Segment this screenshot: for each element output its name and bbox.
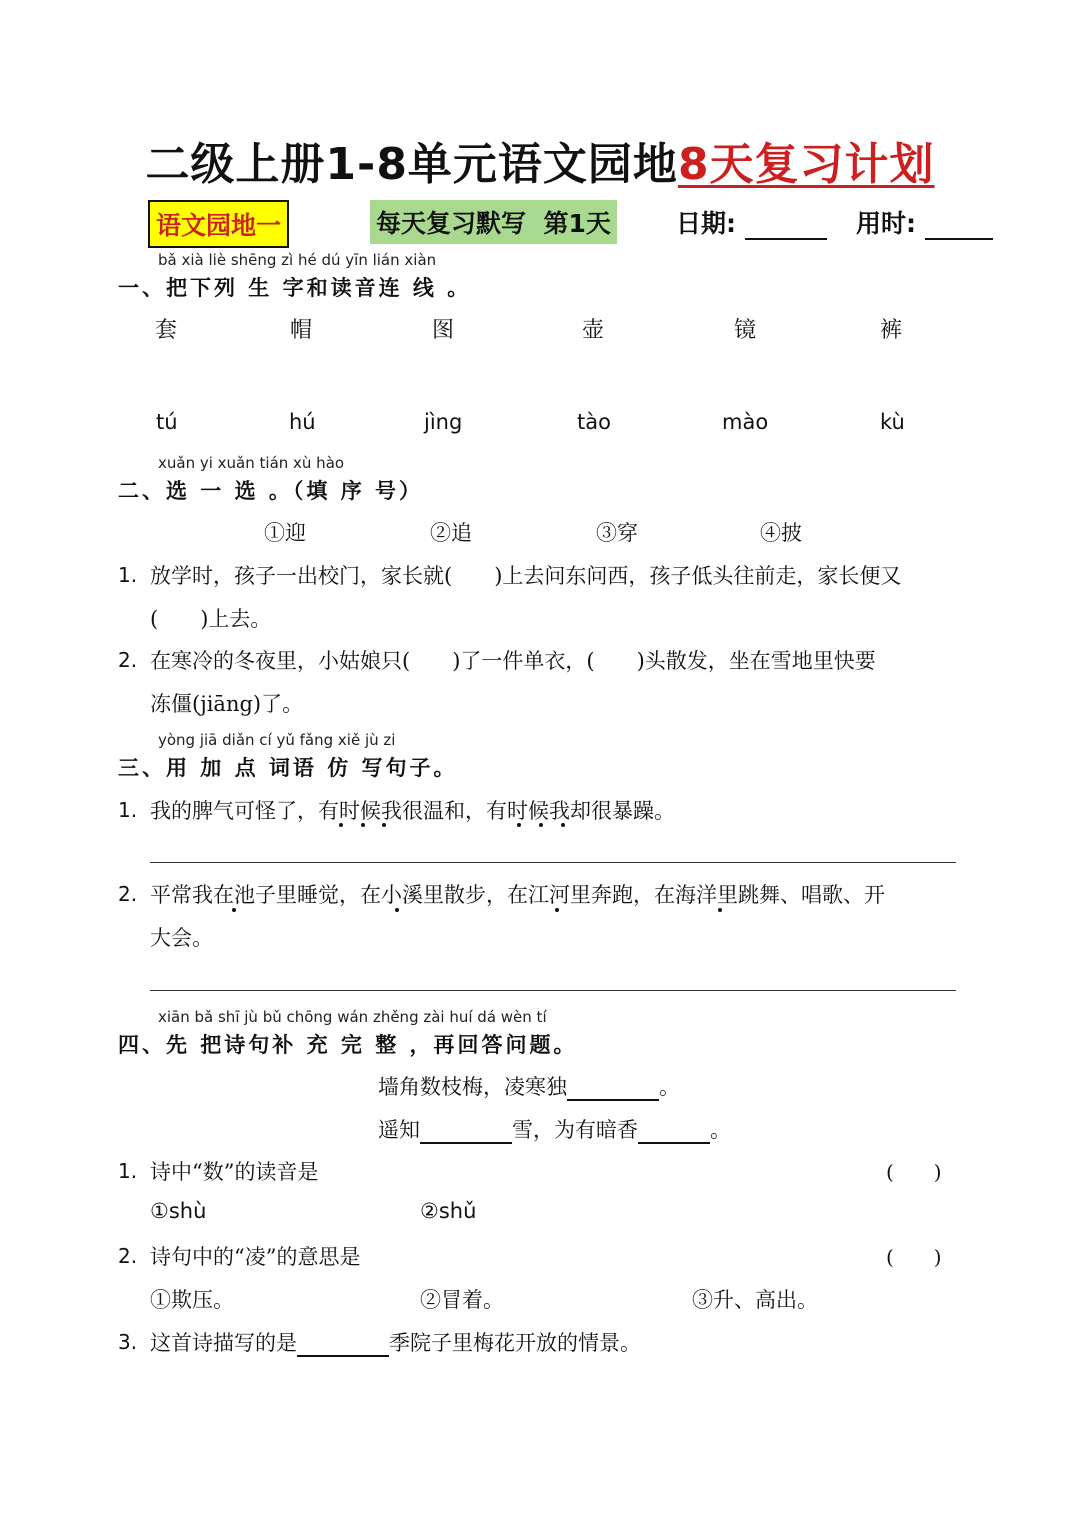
emphasis-dot [539,823,543,827]
emphasis-dot [339,823,343,827]
title-main: 二级上册1-8单元语文园地 [145,139,678,190]
unit-badge: 语文园地一 [148,200,289,248]
s4-q2-number: 2. [118,1244,138,1268]
section4-heading: 四、先 把诗句补 充 完 整 ，再回答问题。 [118,1033,578,1057]
choice-option: ③穿 [596,521,638,545]
section3-pinyin: yòng jiā diǎn cí yǔ fǎng xiě jù zi [158,731,396,749]
poem-line2 [378,1114,731,1144]
match-character[interactable]: 套 [155,318,178,343]
s3-q2-answer-line[interactable] [150,990,956,991]
section4-pinyin: xiān bǎ shī jù bǔ chōng wán zhěng zài huí dá wèn tí [158,1008,547,1026]
s4-q3-number: 3. [118,1330,138,1354]
s3-q2-line1: 平常我在池子里睡觉，在小溪里散步，在江河里奔跑，在海洋里跳舞、唱歌、开 [150,883,885,907]
choice-option: ④披 [760,521,802,545]
s4-q1-option-1: ①shù [150,1199,207,1223]
date-label: 日期: [676,209,736,238]
section2-heading: 二、选 一 选 。（填 序 号） [118,479,424,503]
section3-heading: 三、用 加 点 词语 仿 写句子。 [118,756,458,780]
s3-q2-line2: 大会。 [150,926,213,950]
match-character[interactable]: 壶 [582,318,605,343]
poem-line1-text: 墙角数枝梅，凌寒独 [378,1075,567,1099]
s4-q3-text-end: 季院子里梅花开放的情景。 [389,1331,641,1355]
emphasis-dot [382,823,386,827]
section1-pinyin: bǎ xià liè shēng zì hé dú yīn lián xiàn [158,251,437,269]
emphasis-dot [232,908,236,912]
s4-q1-option-2: ②shǔ [420,1199,477,1223]
s4-q3-text [150,1327,641,1357]
date-field[interactable] [676,204,827,240]
choice-option: ②追 [430,521,472,545]
time-label: 用时: [856,209,916,238]
s4-q2-option-3: ③升、高出。 [692,1288,818,1312]
poem-line1 [378,1071,680,1101]
poem-blank-1[interactable] [567,1079,659,1101]
s3-q1-number: 1. [118,798,138,822]
match-reading[interactable]: mào [722,410,769,434]
s4-q2-text: 诗句中的“凌”的意思是 [150,1245,361,1269]
section2-pinyin: xuǎn yi xuǎn tián xù hào [158,454,345,472]
s4-q1-number: 1. [118,1159,138,1183]
match-character[interactable]: 图 [432,318,455,343]
s4-q2-answer-paren[interactable]: ( ) [886,1245,942,1269]
poem-line1-end: 。 [659,1075,680,1099]
emphasis-dot [718,908,722,912]
s4-q2-option-2: ②冒着。 [420,1288,504,1312]
poem-line2-end: 。 [710,1118,731,1142]
s2-q2-line2: 冻僵(jiāng)了。 [150,692,304,716]
match-character[interactable]: 裤 [880,318,903,343]
s4-q3-text-start: 这首诗描写的是 [150,1331,297,1355]
emphasis-dot [395,908,399,912]
time-field[interactable] [856,204,993,240]
s3-q1-answer-line[interactable] [150,862,956,863]
s4-q3-blank[interactable] [297,1335,389,1357]
s3-q1-line1: 我的脾气可怪了，有时候我很温和，有时候我却很暴躁。 [150,799,675,823]
match-reading[interactable]: tào [577,410,611,434]
time-blank[interactable] [925,238,993,240]
poem-line2-mid: 雪，为有暗香 [512,1118,638,1142]
match-character[interactable]: 镜 [734,318,757,343]
page-title [0,128,1080,192]
emphasis-dot [517,823,521,827]
match-character[interactable]: 帽 [290,318,313,343]
match-reading[interactable]: kù [880,410,905,434]
s4-q1-answer-paren[interactable]: ( ) [886,1160,942,1184]
match-reading[interactable]: tú [156,410,178,434]
s2-q2-number: 2. [118,648,138,672]
s3-q2-number: 2. [118,882,138,906]
match-reading[interactable]: jìng [424,410,463,434]
date-blank[interactable] [745,238,827,240]
s4-q2-option-1: ①欺压。 [150,1288,234,1312]
emphasis-dot [561,823,565,827]
section1-heading: 一、把下列 生 字和读音连 线 。 [118,276,472,300]
s2-q1-line2: ( )上去。 [150,607,272,631]
match-reading[interactable]: hú [289,410,316,434]
emphasis-dot [555,908,559,912]
day-label: 第1天 [543,209,611,238]
daily-badge [370,200,617,244]
emphasis-dot [361,823,365,827]
s2-q1-number: 1. [118,563,138,587]
title-highlight: 8天复习计划 [677,139,935,190]
poem-blank-3[interactable] [638,1122,710,1144]
s2-q2-line1: 在寒冷的冬夜里，小姑娘只( )了一件单衣，( )头散发，坐在雪地里快要 [150,649,876,673]
choice-option: ①迎 [264,521,306,545]
daily-badge-label: 每天复习默写 [376,209,527,238]
s4-q1-text: 诗中“数”的读音是 [150,1160,319,1184]
poem-line2-start: 遥知 [378,1118,420,1142]
s2-q1-line1: 放学时，孩子一出校门，家长就( )上去问东问西，孩子低头往前走，家长便又 [150,564,902,588]
poem-blank-2[interactable] [420,1122,512,1144]
